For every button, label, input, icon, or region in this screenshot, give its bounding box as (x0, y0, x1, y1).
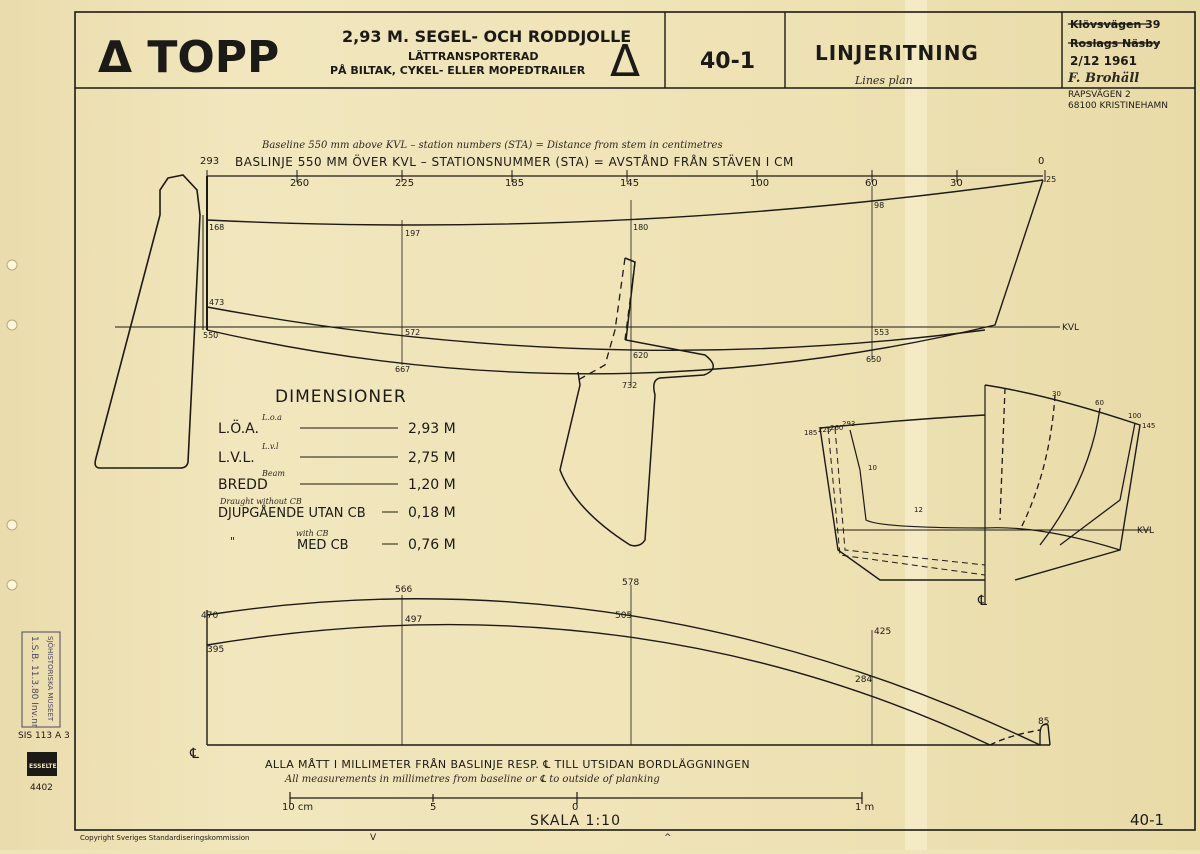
drawing-title: LINJERITNING (815, 41, 979, 65)
delta-symbol: Δ (610, 36, 641, 87)
drawing-title-en: Lines plan (855, 74, 913, 87)
marker-v: V (370, 833, 377, 843)
scale-ticks (282, 802, 874, 813)
body-cl-label: ℄ (978, 593, 987, 609)
station-label: 145 (620, 178, 640, 189)
profile-offset-label: 553 (874, 328, 890, 337)
plan-offset-label: 505 (615, 611, 633, 621)
signature: F. Brohäll (1068, 71, 1140, 86)
station-label: 60 (865, 178, 878, 189)
dimension-note: L.o.a (262, 413, 282, 422)
scale-tick-label: 5 (430, 802, 437, 813)
profile-offset-label: 572 (405, 328, 421, 337)
rudder (95, 175, 200, 468)
subtitle-line2: LÄTTRANSPORTERAD (408, 50, 539, 63)
dimension-value: 1,20 M (408, 477, 456, 493)
plan-offset-label: 395 (207, 645, 225, 655)
body-offset-label: 100 (1128, 412, 1142, 420)
body-kvl-label: KVL (1137, 526, 1155, 536)
dimension-label: L.V.L. (218, 450, 255, 466)
profile-offset-label: 98 (874, 201, 885, 210)
stamp-line2: 1.S.B. 11.3.80 Inv.nr (29, 636, 39, 728)
stamp-line1: SJÖHISTORISKA MUSEET (46, 636, 54, 722)
dimensions-heading: DIMENSIONER (275, 387, 407, 407)
sis-code: SIS 113 A 3 (18, 731, 70, 741)
dimension-label: DJUPGÅENDE UTAN CB (218, 506, 366, 521)
dimensions-table (218, 413, 456, 553)
dimension-value: 2,75 M (408, 450, 456, 466)
plan-offset-label: 566 (395, 585, 413, 595)
plan-offset-label: 497 (405, 615, 423, 625)
copyright: Copyright Sveriges Standardiseringskommission (80, 834, 250, 842)
footer-note-sv: ALLA MÅTT I MILLIMETER FRÅN BASLINJE RESP. ℄ TILL UTSIDAN BORDLÄGGNINGEN (265, 758, 750, 771)
binder-hole (7, 580, 17, 590)
binder-hole (7, 260, 17, 270)
profile-offset-label: 620 (633, 351, 649, 360)
subtitle-line3: PÅ BILTAK, CYKEL- ELLER MOPEDTRAILER (330, 64, 586, 77)
chine-line-plan (207, 625, 990, 745)
binder-hole (7, 520, 17, 530)
date: 2/12 1961 (1070, 54, 1138, 68)
scale-tick-label: 1 m (855, 802, 875, 813)
address-struck-2: Roslags Näsby (1070, 37, 1161, 50)
station-label: 30 (950, 178, 963, 189)
station-label: 100 (750, 178, 770, 189)
profile-offsets (203, 175, 1056, 390)
plan-offset-label: 470 (201, 611, 219, 621)
body-offset-label: 145 (1142, 422, 1156, 430)
body-offset-label: 185 (804, 429, 818, 437)
body-offset-label: 225 (818, 426, 832, 434)
dimension-label: L.Ö.A. (218, 421, 259, 437)
binder-hole (7, 320, 17, 330)
plan-offset-label: 425 (874, 627, 892, 637)
scale-tick-label: 10 cm (282, 802, 314, 813)
profile-offset-label: 180 (633, 223, 649, 232)
dimension-note: with CB (296, 529, 329, 538)
body-offset-label: 10 (868, 464, 877, 472)
profile-offset-label: 197 (405, 229, 421, 238)
tape-band (905, 0, 927, 850)
station-label: 293 (200, 156, 220, 167)
baseline-caption-sv: BASLINJE 550 MM ÖVER KVL – STATIONSNUMMER (STA) = AVSTÅND FRÅN STÄVEN I CM (235, 155, 794, 169)
centreboard (560, 258, 713, 546)
footer-note-en: All measurements in millimetres from baseline or ℄ to outside of planking (285, 774, 660, 785)
station-label: 260 (290, 178, 310, 189)
plan-offset-label: 85 (1038, 717, 1050, 727)
dimension-ditto: " (230, 535, 236, 548)
drawing-number: 40-1 (700, 49, 756, 74)
body-plan (820, 385, 1150, 605)
body-offset-label: 293 (842, 420, 856, 428)
esselte-text: ESSELTE (29, 763, 57, 770)
dimension-label: MED CB (297, 538, 349, 553)
profile-offset-label: 25 (1046, 175, 1057, 184)
dimension-note: Beam (262, 469, 285, 478)
baseline-caption-en: Baseline 550 mm above KVL – station numbers (STA) = Distance from stem in centimetres (262, 140, 723, 151)
profile-offset-label: 732 (622, 381, 638, 390)
body-offset-label: 60 (1095, 399, 1104, 407)
profile-offset-label: 550 (203, 331, 219, 340)
esselte-number: 4402 (30, 783, 53, 793)
dimension-value: 0,18 M (408, 505, 456, 521)
body-offset-label: 30 (1052, 390, 1061, 398)
body-plan-offsets (804, 390, 1155, 514)
dimension-value: 0,76 M (408, 537, 456, 553)
plan-offset-label: 578 (622, 578, 640, 588)
marker-caret: ^ (664, 833, 672, 843)
dimension-value: 2,93 M (408, 421, 456, 437)
museum-stamp (22, 632, 60, 728)
brand-title: Δ TOPP (98, 32, 280, 83)
subtitle-line1: 2,93 M. SEGEL- OCH RODDJOLLE (342, 27, 632, 46)
profile-offset-label: 650 (866, 355, 882, 364)
dimension-label: BREDD (218, 477, 268, 493)
dimension-note: Draught without CB (220, 497, 302, 506)
plan-cl-label: ℄ (190, 746, 199, 762)
profile-offset-label: 667 (395, 365, 411, 374)
body-offset-label: 12 (914, 506, 923, 514)
address-line2: 68100 KRISTINEHAMN (1068, 101, 1169, 111)
station-label: 185 (505, 178, 525, 189)
address-line1: RAPSVÄGEN 2 (1068, 90, 1131, 100)
plan-offset-label: 284 (855, 675, 873, 685)
chine-line (207, 307, 985, 350)
station-label: 0 (1038, 156, 1045, 167)
body-offset-label: 260 (830, 424, 844, 432)
dimension-note: L.v.l (262, 442, 279, 451)
profile-offset-label: 473 (209, 298, 225, 307)
station-label: 225 (395, 178, 415, 189)
scale-label: SKALA 1:10 (530, 813, 621, 829)
profile-offset-label: 168 (209, 223, 225, 232)
profile-kvl-label: KVL (1062, 323, 1080, 333)
sheet-number: 40-1 (1130, 811, 1165, 829)
address-struck-1: Klövsvägen 39 (1070, 18, 1161, 31)
scale-tick-label: 0 (572, 802, 579, 813)
